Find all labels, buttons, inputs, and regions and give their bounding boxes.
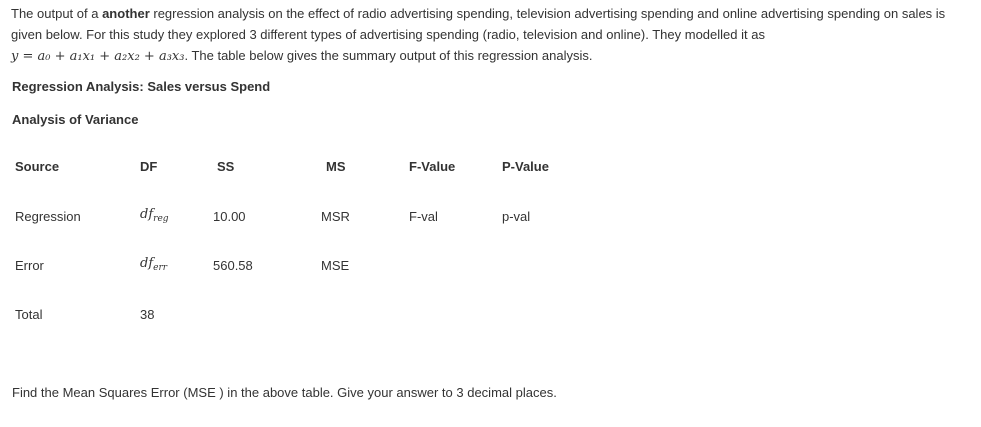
df-subscript: err bbox=[153, 263, 168, 273]
problem-intro bbox=[11, 3, 976, 67]
header-f-value: F-Value bbox=[409, 159, 456, 174]
intro-bold-word: another bbox=[102, 6, 150, 21]
row-error-ms: MSE bbox=[321, 258, 350, 273]
row-regression-ss: 10.00 bbox=[213, 209, 246, 224]
header-ss: SS bbox=[217, 159, 235, 174]
model-formula: y = a₀ + a₁x₁ + a₂x₂ + a₃x₃ bbox=[11, 49, 185, 64]
df-subscript: reg bbox=[153, 214, 169, 224]
question-text: Find the Mean Squares Error (MSE ) in the above table. Give your answer to 3 decimal places. bbox=[12, 385, 557, 400]
header-source: Source bbox=[15, 159, 60, 174]
header-p-value: P-Value bbox=[502, 159, 549, 174]
row-regression-ms: MSR bbox=[321, 209, 350, 224]
df-base: df bbox=[140, 256, 154, 271]
row-error-df bbox=[140, 256, 167, 273]
header-df: DF bbox=[140, 159, 158, 174]
row-regression-source: Regression bbox=[15, 209, 81, 224]
row-error-source: Error bbox=[15, 258, 44, 273]
header-ms: MS bbox=[326, 159, 346, 174]
row-regression-p: p-val bbox=[502, 209, 531, 224]
regression-heading: Regression Analysis: Sales versus Spend bbox=[12, 79, 271, 94]
row-total-source: Total bbox=[15, 307, 43, 322]
row-regression-df bbox=[140, 207, 169, 224]
row-regression-f: F-val bbox=[409, 209, 438, 224]
df-base: df bbox=[140, 207, 154, 222]
intro-text-2: regression analysis on the effect of radio advertising spending, television advertising spending and online advertising spending on sales is given below. For this study they explored 3 different types of advertising spending (radio, television and online). They modelled it as bbox=[11, 6, 946, 42]
intro-text-3: . The table below gives the summary output of this regression analysis. bbox=[184, 48, 593, 63]
row-total-df: 38 bbox=[140, 307, 155, 322]
anova-heading: Analysis of Variance bbox=[12, 112, 139, 127]
intro-text-1: The output of a bbox=[11, 6, 103, 21]
row-error-ss: 560.58 bbox=[213, 258, 253, 273]
